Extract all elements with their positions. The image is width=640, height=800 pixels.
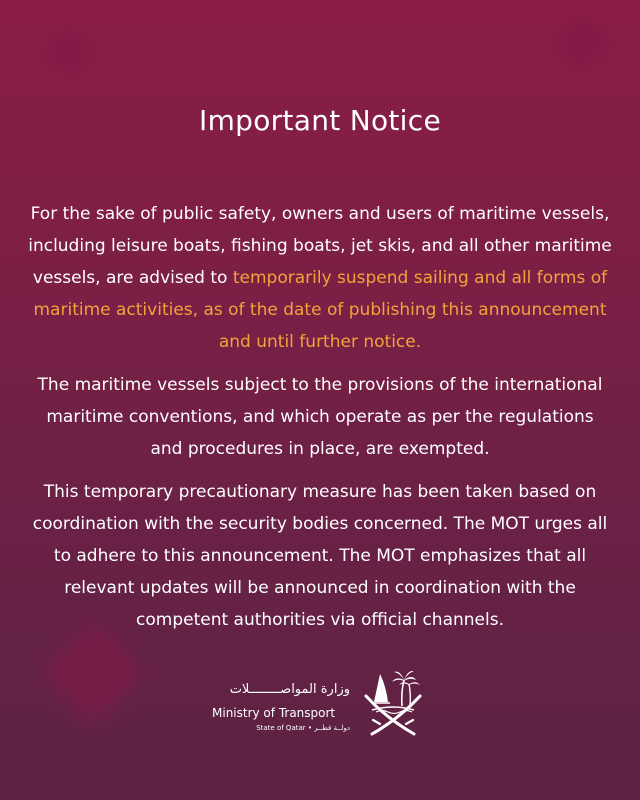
- decorative-diamond: [554, 14, 611, 71]
- qatar-emblem-icon: [358, 662, 428, 742]
- notice-paragraph-1: [28, 198, 612, 358]
- notice-paragraph-3: This temporary precautionary measure has been taken based on coordination with the security bodies concerned. The MOT urges all to adhere to this announcement. The MOT emphasizes that all relevant updates will be announced in coordination with the competent authorities via official channels.: [32, 482, 608, 630]
- paragraph-text: For the sake of public safety, owners and users of maritime vessels, including leisure boats, fishing boats, jet skis, and all other maritime vessels, are advised to: [28, 204, 612, 288]
- decorative-diamond: [41, 621, 146, 726]
- notice-title: Important Notice: [199, 104, 441, 137]
- notice-paragraph-2: The maritime vessels subject to the provisions of the international maritime conventions, and which operate as per the regulations and procedures in place, are exempted.: [37, 375, 603, 459]
- decorative-diamond: [45, 27, 93, 75]
- state-label: State of Qatar • دولــة قطــر: [256, 724, 350, 732]
- highlighted-text: temporarily suspend sailing and all forms of maritime activities, as of the date of publishing this announcement and until further notice.: [33, 268, 608, 352]
- ministry-name-english: Ministry of Transport: [212, 706, 336, 720]
- ministry-logo: [212, 662, 442, 742]
- ministry-name-arabic: وزارة المواصــــــــلات: [229, 682, 350, 697]
